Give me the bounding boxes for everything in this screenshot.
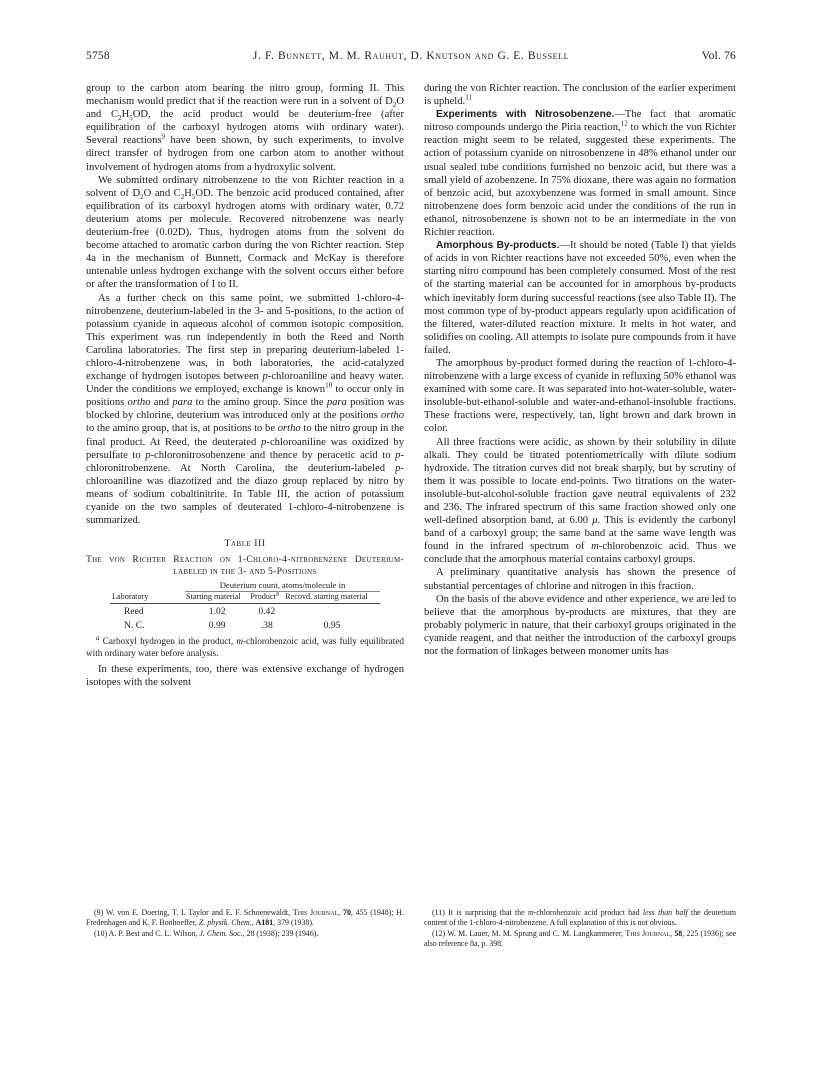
table-cell: 1.02 <box>208 606 226 618</box>
section-nitrosobenzene: Experiments with Nitrosobenzene.—The fact that aromatic nitroso compounds undergo the Piria reaction,$^{12}$ to which the von Richter reaction might seem to be related, suggested these experiments. The action of potassium cyanide on nitrosobenzene in 48% ethanol under our usual sealed tube conditions furnished no benzoic acid, but there was a small yield of azobenzene. In 75% dioxane, there was again no formation of benzoic acid, but azoxybenzene was formed in small amount. Since nitrobenzene does form benzoic acid under the conditions of the run in ethanol, nitrosobenzene is shown not to be an intermediate in the von Richter reaction. <box>424 109 736 239</box>
table-header-product: Product$^a$ <box>249 591 284 604</box>
table-row <box>110 619 380 633</box>
table-cell: 0.99 <box>208 619 226 631</box>
paragraph: All three fractions were acidic, as shown by their solubility in dilute alkali. They could be titrated potentiometrically with dilute sodium hydroxide. The titration curves did not break sharply, but by scrutiny of them it was possible to locate end-points. Two titrations on the water-insoluble-but-alcohol-soluble fraction gave neutral equivalents of 232 and 236. The infrared spectrum of this same fraction showed only one well-defined absorption band, at 6.00 μ. This is evidently the carbonyl band of a carboxyl group; the same band at the same wave length was found in the infrared spectrum of m-chlorobenzoic acid. Thus we conclude that the amorphous material contains carboxyl groups. <box>424 436 736 566</box>
section-heading: Amorphous By-products. <box>436 240 560 252</box>
table-footnote: $^a$ Carboxyl hydrogen in the product, m-chlorobenzoic acid, was fully equilibrated with ordinary water before analysis. <box>86 634 404 658</box>
paragraph: As a further check on this same point, we submitted 1-chloro-4-nitrobenzene, deuterium-labeled in the 3- and 5-positions, to the action of potassium cyanide in aqueous alcohol of common isotopic composition. This experiment was run independently in both the Reed and North Carolina laboratories. The first step in preparing deuterium-labeled 1-chloro-4-nitrobenzene was, in both laboratories, the acid-catalyzed exchange of hydrogen isotopes between p-chloroaniline and heavy water. Under the conditions we employed, exchange is known$^{10}$ to occur only in positions ortho and para to the amino group. Since the para position was blocked by chlorine, deuterium was introduced only at the positions ortho to the amino group, that is, at positions to be ortho to the nitro group in the final product. At Reed, the deuterated p-chloroaniline was oxidized by persulfate to p-chloronitrosobenzene and thence by peracetic acid to p-chloronitrobenzene. At North Carolina, the deuterium-labeled p-chloroaniline was diazotized and the diazo group replaced by nitro by means of sodium cobaltinitrite. In Table III, the action of potassium cyanide on the two samples of deuterated 1-chloro-4-nitrobenzene is summarized. <box>86 292 405 527</box>
table-cell: 0.95 <box>323 619 341 631</box>
paragraph: during the von Richter reaction. The conclusion of the earlier experiment is upheld.$^{11}$ <box>424 83 736 108</box>
table-cell: N. C. <box>124 619 145 631</box>
table-cell <box>284 604 380 619</box>
footnote: (9) W. von E. Doering, T. I. Taylor and E. F. Schoenewaldt, This Journal, 70, 455 (1948); H. Fredenhagen and K. F. Bonhoeffer, Z. physik. Chem., A181, 379 (1938). <box>86 908 404 928</box>
table-cell: 0.42 <box>258 606 276 618</box>
section-heading: Experiments with Nitrosobenzene. <box>436 109 615 121</box>
paragraph: On the basis of the above evidence and other experience, we are led to believe that the amorphous by-products are mixtures, that they are probably polymeric in nature, that their carboxyl groups originated in the cyanide reagent, and that neither the introduction of the carboxyl groups nor the formation of linkages between monomer units has <box>424 593 736 658</box>
table-header-starting: Starting material <box>185 591 249 604</box>
table-cell: Reed <box>124 606 144 618</box>
page-number: 5758 <box>86 50 110 62</box>
footnote: (11) It is surprising that the m-chlorobenzoic acid product had less than half the deuterium content of the 1-chloro-4-nitrobenzene. A full explanation of this is not obvious. <box>424 908 736 928</box>
left-column <box>86 82 404 689</box>
running-head <box>86 50 736 66</box>
footnotes-right <box>424 908 736 950</box>
table-header-recovered: Recovd. starting material <box>284 591 380 604</box>
right-column <box>424 82 736 658</box>
table-row <box>110 604 380 619</box>
footnotes-left <box>86 908 404 939</box>
paragraph: group to the carbon atom bearing the nitro group, forming II. This mechanism would predict that if the reaction were run in a solvent of $D_2O$ and $C_2H_5OD$, the acid product would be deuterium-free (after equilibration of the carboxyl hydrogen atoms with ordinary water). Several reactions$^9$ have been shown, by such experiments, to involve direct transfer of hydrogen from one carbon atom to another without involvement of hydrogen atoms from a hydroxylic solvent. <box>86 83 404 173</box>
section-amorphous-byproducts: Amorphous By-products.—It should be noted (Table I) that yields of acids in von Richter reactions have not exceeded 50%, even when the starting nitro compound has been completely consumed. Most of the rest of the starting material can be accounted for in amorphous by-products which inevitably form during successful reactions (see also Table II). The most common type of by-product appears regularly upon acidification of the filtered, water-diluted reaction mixture. It melts in hot water, and solidifies on cooling. All attempts to isolate pure compounds from it have failed. <box>424 240 736 356</box>
table-span-header: Deuterium count, atoms/molecule in <box>185 580 380 591</box>
table-title: The von Richter Reaction on 1-Chloro-4-nitrobenzene Deuterium-labeled in the 3- and 5-Positions <box>86 554 404 578</box>
footnote: (12) W. M. Lauer, M. M. Sprung and C. M. Langkammerer, This Journal, 58, 225 (1936); see also reference 8a, p. 398. <box>424 928 737 949</box>
table-cell: .38 <box>260 619 273 631</box>
paragraph: The amorphous by-product formed during the reaction of 1-chloro-4-nitrobenzene with a large excess of cyanide in refluxing 50% ethanol was examined with some care. It was separated into hot-water-soluble, water-insoluble-but-ethanol-soluble and water-and-ethanol-insoluble fractions. These fractions were, respectively, tan, light brown and dark brown in color. <box>424 357 736 435</box>
table-header-laboratory: Laboratory <box>110 591 185 604</box>
paragraph: In these experiments, too, there was extensive exchange of hydrogen isotopes with the solvent <box>86 663 404 688</box>
running-head-authors: J. F. Bunnett, M. M. Rauhut, D. Knutson and G. E. Bussell <box>252 50 570 62</box>
data-table <box>110 580 380 632</box>
paragraph: A preliminary quantitative analysis has shown the presence of substantial percentages of chlorine and nitrogen in this fraction. <box>424 567 736 592</box>
footnote: (10) A. P. Best and C. L. Wilson, J. Chem. Soc., 28 (1938); 239 (1946). <box>94 928 319 938</box>
paragraph: We submitted ordinary nitrobenzene to the von Richter reaction in a solvent of $D_2O$ and $C_2H_5OD$. The benzoic acid produced contained, after equilibration of its carboxyl hydrogen atoms with ordinary water, 0.72 deuterium atoms per molecule. Recovered nitrobenzene was nearly deuterium-free (0.02D). Thus, hydrogen atoms from the solvent do become attached to aromatic carbon during the von Richter reaction. Step 4a in the mechanism of Bunnett, Cormack and McKay is therefore untenable unless hydrogen exchange with the solvent occurs either before or after the transformation of I to II. <box>86 174 405 291</box>
volume-label: Vol. 76 <box>701 50 736 62</box>
table-caption: Table III <box>224 538 266 550</box>
